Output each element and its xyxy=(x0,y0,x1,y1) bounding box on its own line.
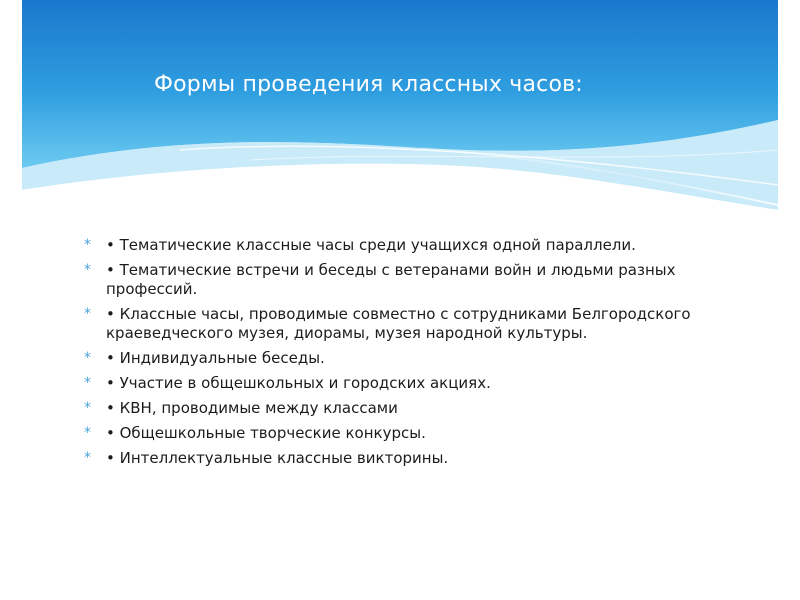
list-item xyxy=(84,305,724,343)
list-item xyxy=(84,399,724,418)
asterisk-bullet-icon: * xyxy=(84,306,91,322)
asterisk-bullet-icon: * xyxy=(84,350,91,366)
list-item xyxy=(84,349,724,368)
list-item-text: • Общешкольные творческие конкурсы. xyxy=(106,424,426,442)
list-item xyxy=(84,374,724,393)
list-item-text: • Интеллектуальные классные викторины. xyxy=(106,449,449,467)
list-item-text: • Тематические встречи и беседы с ветеранами войн и людьми разных профессий. xyxy=(106,261,676,298)
asterisk-bullet-icon: * xyxy=(84,237,91,253)
list-item-text: • Индивидуальные беседы. xyxy=(106,349,325,367)
list-item-text: • Тематические классные часы среди учащихся одной параллели. xyxy=(106,236,636,254)
list-item-text: • Классные часы, проводимые совместно с сотрудниками Белгородского краеведческого музея, диорамы, музея народной культуры. xyxy=(106,305,691,342)
list-item xyxy=(84,449,724,468)
list-item-text: • Участие в общешкольных и городских акциях. xyxy=(106,374,491,392)
asterisk-bullet-icon: * xyxy=(84,262,91,278)
bullet-list xyxy=(84,236,724,474)
list-item xyxy=(84,424,724,443)
header-wave-background xyxy=(0,0,800,240)
list-item xyxy=(84,236,724,255)
asterisk-bullet-icon: * xyxy=(84,400,91,416)
asterisk-bullet-icon: * xyxy=(84,375,91,391)
list-item xyxy=(84,261,724,299)
asterisk-bullet-icon: * xyxy=(84,450,91,466)
asterisk-bullet-icon: * xyxy=(84,425,91,441)
slide-title: Формы проведения классных часов: xyxy=(154,72,583,97)
list-item-text: • КВН, проводимые между классами xyxy=(106,399,398,417)
